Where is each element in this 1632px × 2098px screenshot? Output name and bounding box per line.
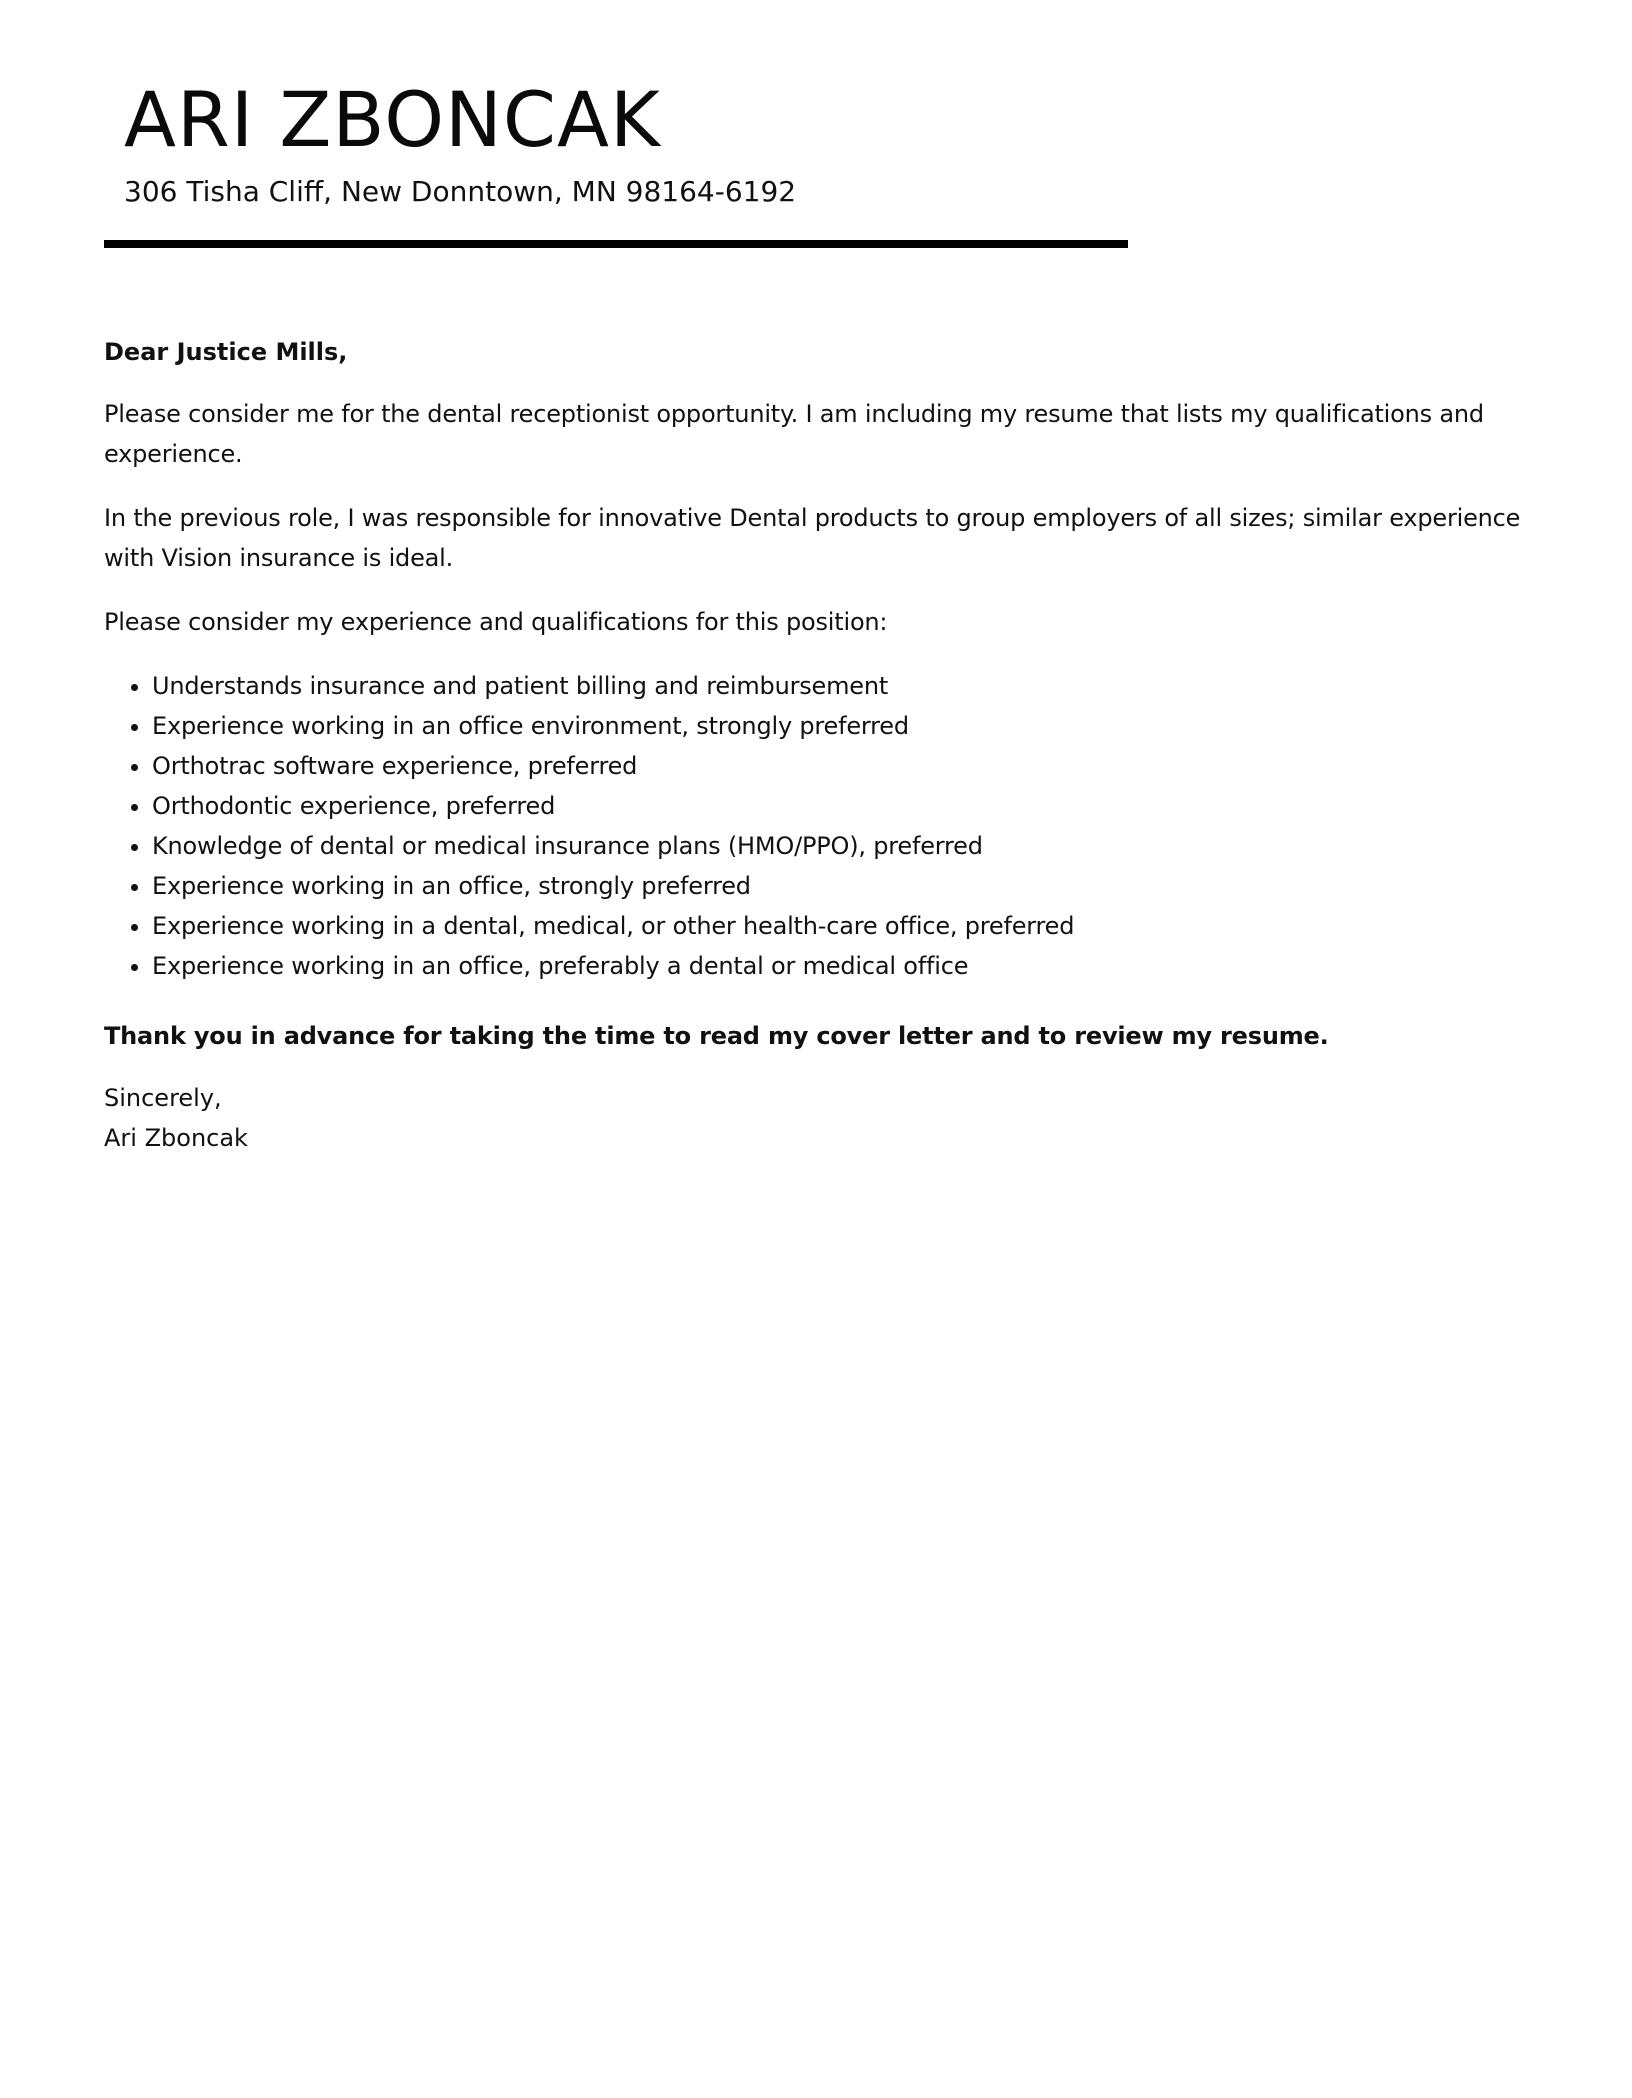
list-item: • Experience working in an office environment, strongly preferred bbox=[152, 706, 1544, 746]
list-item: • Orthotrac software experience, preferred bbox=[152, 746, 1544, 786]
list-item: • Knowledge of dental or medical insurance plans (HMO/PPO), preferred bbox=[152, 826, 1544, 866]
letter-body bbox=[104, 332, 1544, 1158]
thank-you-line: Thank you in advance for taking the time to read my cover letter and to review my resume. bbox=[104, 1022, 1329, 1050]
closing-block bbox=[104, 1078, 1544, 1158]
salutation: Dear Justice Mills, bbox=[104, 338, 348, 366]
list-item: • Experience working in an office, preferably a dental or medical office bbox=[152, 946, 1544, 986]
applicant-name: ARI ZBONCAK bbox=[124, 75, 661, 164]
closing-phrase: Sincerely, bbox=[104, 1084, 222, 1112]
list-item: • Understands insurance and patient billing and reimbursement bbox=[152, 666, 1544, 706]
header-divider bbox=[104, 240, 1128, 248]
applicant-address: 306 Tisha Cliff, New Donntown, MN 98164-6192 bbox=[124, 175, 797, 208]
list-item: • Orthodontic experience, preferred bbox=[152, 786, 1544, 826]
paragraph-qualifications-intro: Please consider my experience and qualifications for this position: bbox=[104, 608, 888, 636]
list-item: • Experience working in a dental, medical, or other health-care office, preferred bbox=[152, 906, 1544, 946]
list-item: • Experience working in an office, strongly preferred bbox=[152, 866, 1544, 906]
letter-header bbox=[124, 70, 1124, 212]
paragraph-intro: Please consider me for the dental receptionist opportunity. I am including my resume that lists my qualifications and experience. bbox=[104, 400, 1484, 468]
paragraph-experience: In the previous role, I was responsible for innovative Dental products to group employers of all sizes; similar experience with Vision insurance is ideal. bbox=[104, 504, 1521, 572]
qualifications-list bbox=[104, 666, 1544, 986]
signature-name: Ari Zboncak bbox=[104, 1124, 248, 1152]
